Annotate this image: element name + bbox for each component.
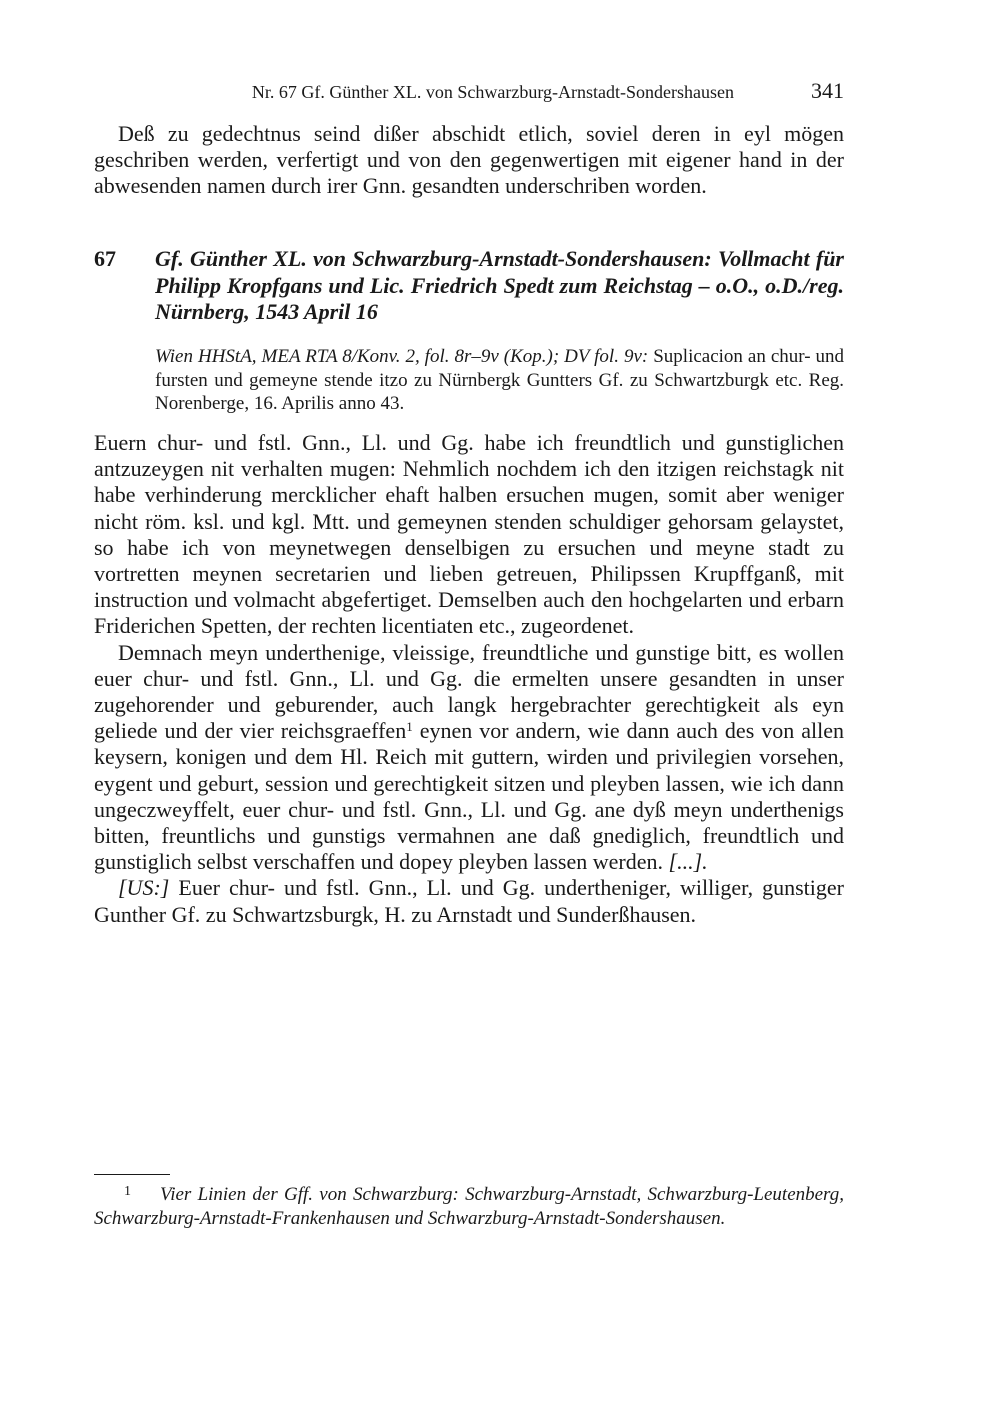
footnote-reference[interactable]: 1 (406, 719, 413, 735)
page-number: 341 (811, 78, 844, 103)
body-paragraph-signature (94, 875, 844, 927)
footnote-mark: 1 (124, 1184, 131, 1199)
page-header (94, 80, 844, 110)
footnote-text: Vier Linien der Gff. von Schwarzburg: Schwarzburg-Arnstadt, Schwarzburg-Leutenberg, Schwarzburg-Arnstadt-Frankenhausen und Schwarzburg-Arnstadt-Sondershausen. (94, 1184, 844, 1229)
body-paragraph-2-part-2: eynen vor andern, wie dann auch des von allen keysern, konigen und dem Hl. Reich mit guttern, wirden und privilegien vorsehen, eygent und geburt, session und gerechtigkeit sitzen und pleyben lassen, wie ich dann ungeczweyffelt, euer chur- und fstl. Gnn., Ll. und Gg. ane dyß meyn underthenigs bitten, freuntlichs und gunstigs vermahnen ane daß gnediglich, freundtlich und gunstiglich selbst verschaffen und dopey pleyben lassen werden. (94, 718, 844, 875)
document-body (94, 430, 844, 928)
running-title: Nr. 67 Gf. Günther XL. von Schwarzburg-Arnstadt-Sondershausen (251, 82, 734, 102)
intro-paragraph: Deß zu gedechtnus seind dißer abschidt etlich, soviel deren in eyl mögen geschriben werden, verfertigt und von den gegenwertigen mit eigener hand in der abwesenden namen durch irer Gnn. gesandten underschriben worden. (94, 121, 844, 199)
source-archive: Wien HHStA, MEA RTA 8/Konv. 2, fol. 8r–9v (Kop.); DV fol. 9v: (155, 346, 649, 367)
source-note (155, 345, 844, 416)
document-entry-heading (94, 246, 844, 326)
signature-label: [US:] (118, 875, 170, 901)
intro-text (94, 121, 844, 200)
footnote (94, 1180, 844, 1231)
body-paragraph-1: Euern chur- und fstl. Gnn., Ll. und Gg. habe ich freundtlich und gunstiglichen antzuzeygen nit verhalten mugen: Nehmlich nochdem ich den itzigen reichstagk nit habe verhinderung mercklicher ehaft halben ersuchen mugen, somit aber weniger nicht röm. ksl. und kgl. Mtt. und gemeynen stenden schuldiger gehorsam gelaystet, so habe ich von meynetwegen denselbigen zu ersuchen und meyne stadt zu vortretten meynen secretarien und lieben getreuen, Philipssen Krupffganß, mit instruction und volmacht abgefertiget. Demselben auch den hochgelarten und erbarn Friderichen Spetten, der rechten licentiaten etc., zugeordenet. (94, 430, 844, 639)
signature-text: Euer chur- und fstl. Gnn., Ll. und Gg. undertheniger, williger, gunstiger Gunther Gf. zu Schwartzsburgk, H. zu Arnstadt und Sunderßhausen. (94, 875, 844, 927)
source-description: Suplicacion an chur- und fursten und gemeyne stende itzo zu Nürnbergk Guntters Gf. zu Schwartzburgk etc. Reg. Norenberge, 16. Aprilis anno 43. (155, 346, 845, 414)
body-paragraph-2-part-1: Demnach meyn underthenige, vleissige, freundtliche und gunstige bitt, es wollen euer chur- und fstl. Gnn., Ll. und Gg. die ermelten unsere gesandten in unser zugehorender und geburender, auch langk hergebrachter gerechtigkeit als eyn geliede und der vier reichsgraeffen (94, 639, 844, 744)
body-paragraph-2 (94, 640, 844, 876)
entry-title: Gf. Günther XL. von Schwarzburg-Arnstadt-Sondershausen: Vollmacht für Philipp Kropfgans und Lic. Friedrich Spedt zum Reichstag – o.O., o.D./reg. Nürnberg, 1543 April 16 (155, 246, 844, 324)
entry-number: 67 (94, 246, 116, 271)
footnote-divider (94, 1174, 170, 1175)
omission-mark: [...]. (668, 849, 708, 875)
